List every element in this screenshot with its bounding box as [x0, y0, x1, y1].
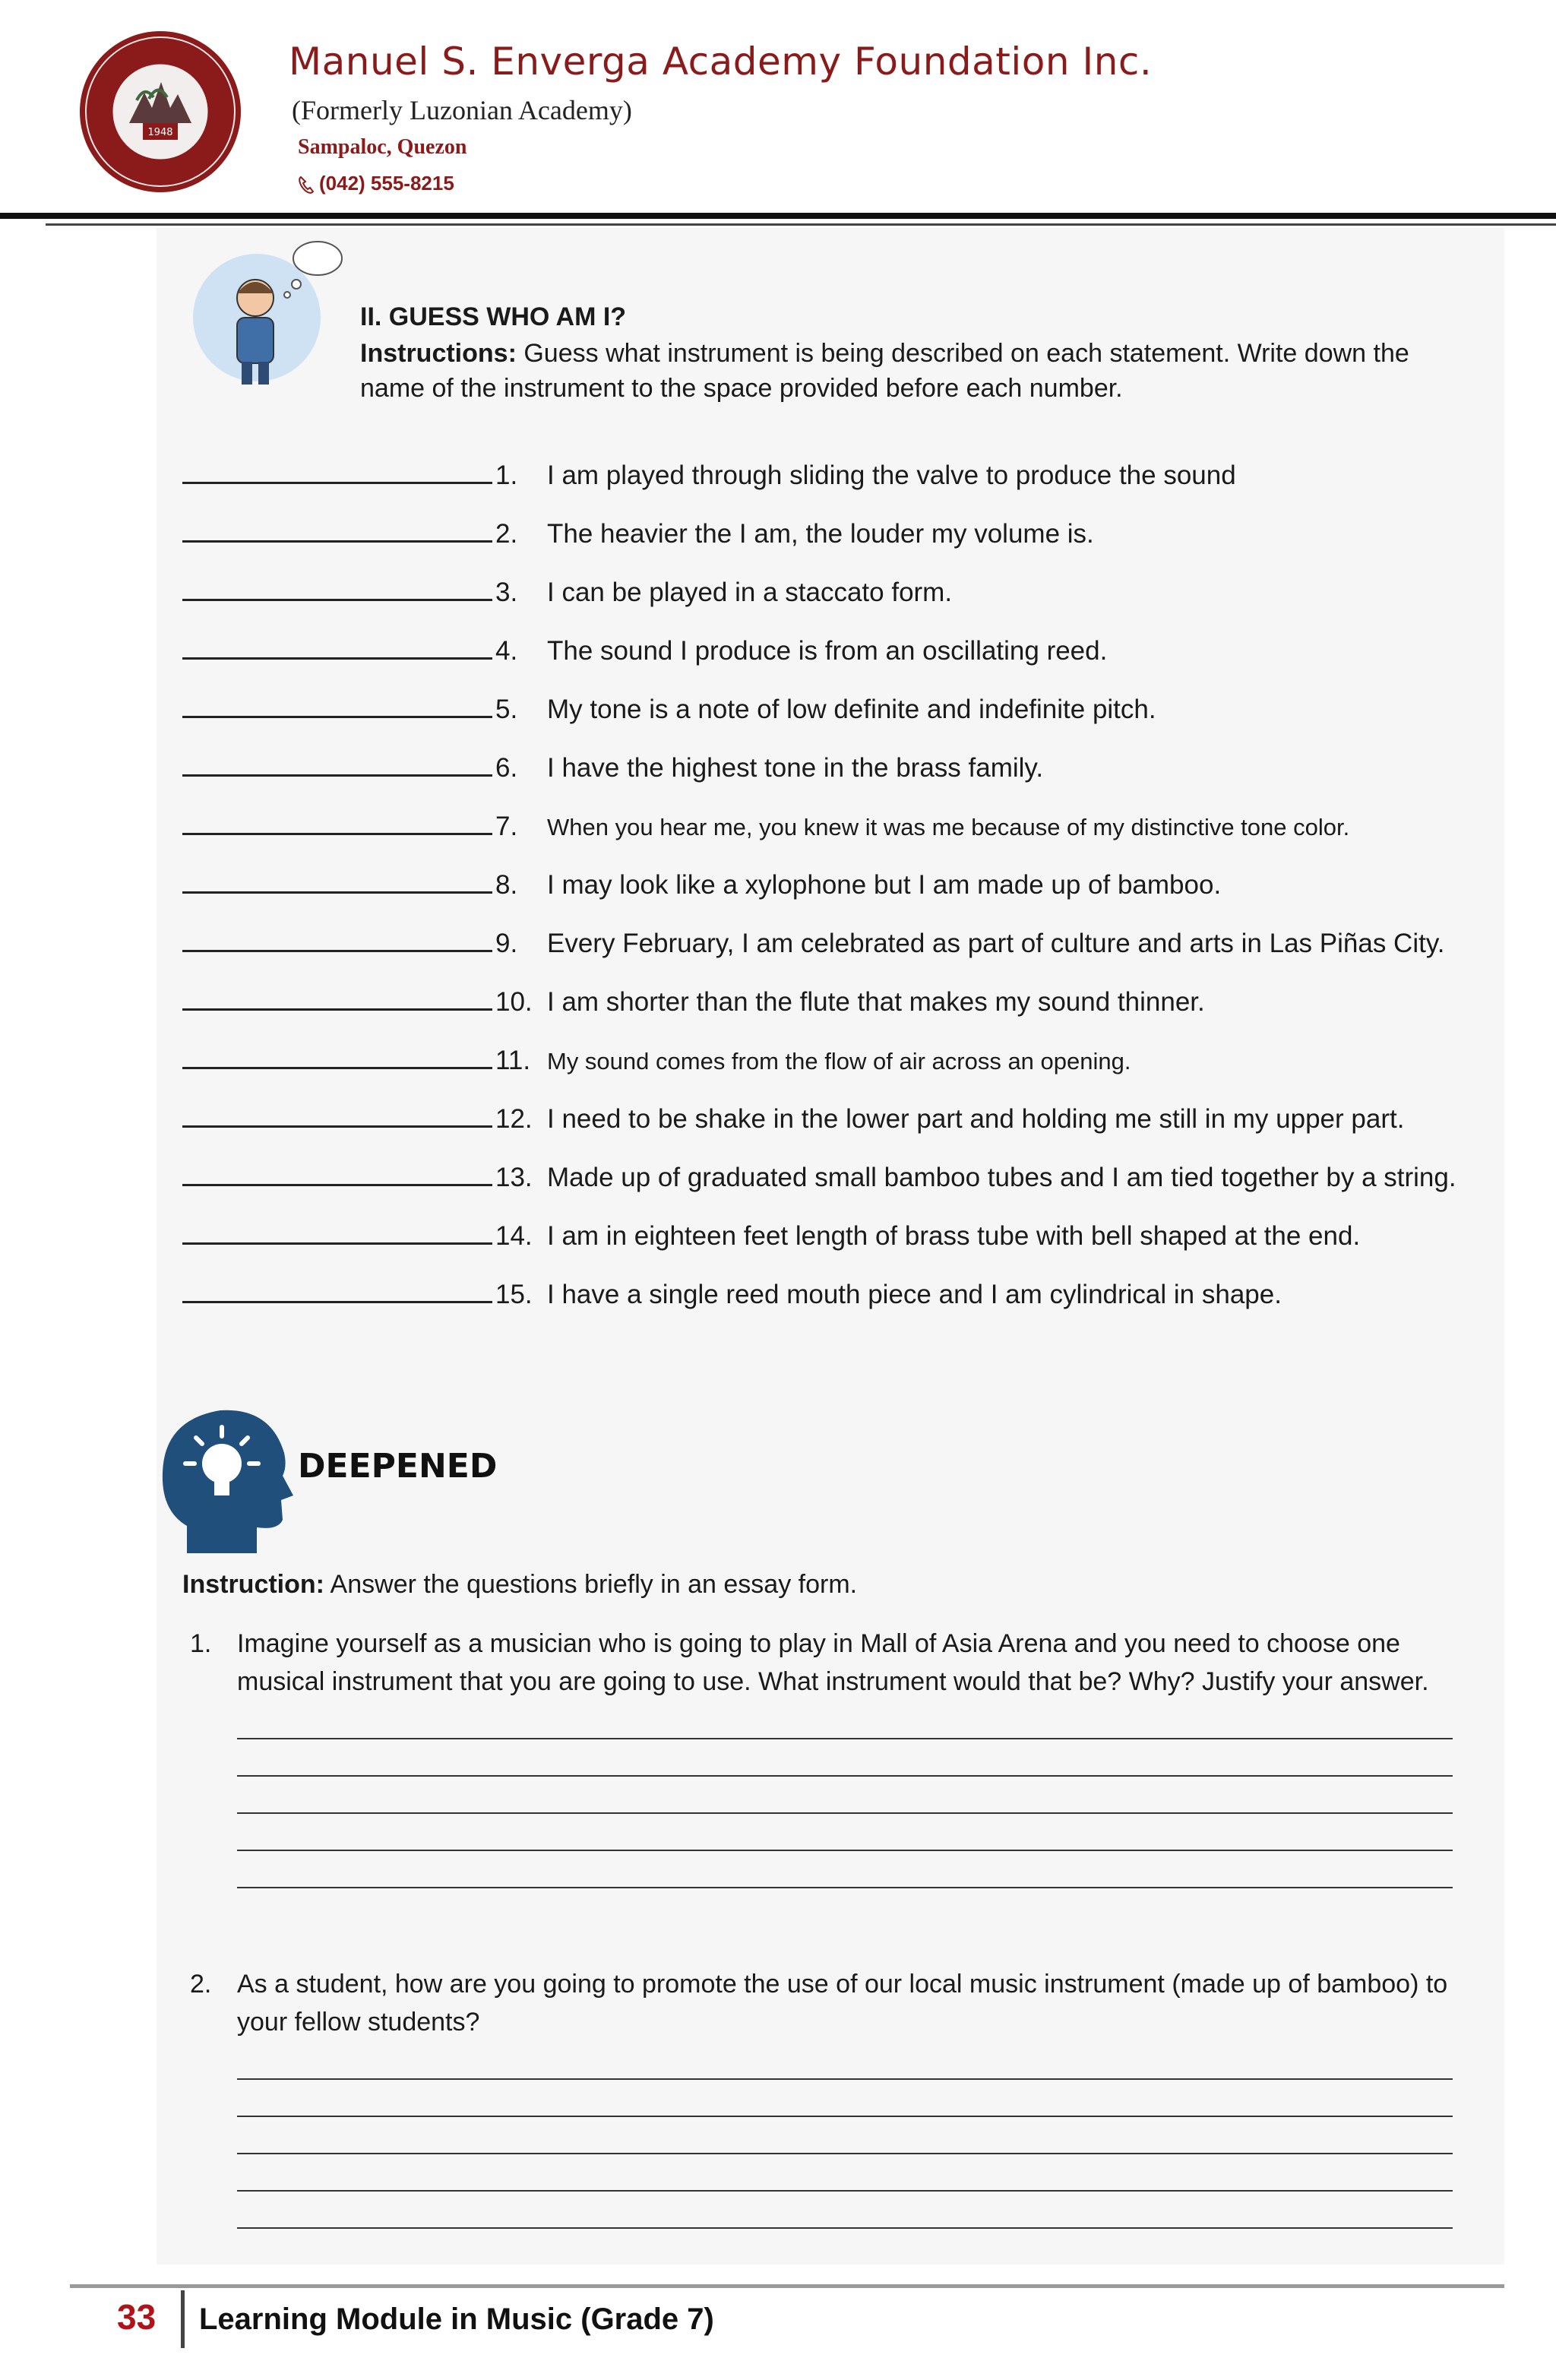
section-instructions: [360, 336, 1462, 406]
school-name: Manuel S. Enverga Academy Foundation Inc.: [289, 40, 1153, 84]
essay-question: [190, 1625, 1482, 1701]
school-address: Sampaloc, Quezon: [298, 135, 467, 159]
item-text: I am played through sliding the valve to produce the sound: [547, 460, 1236, 490]
section-title: II. GUESS WHO AM I?: [360, 302, 627, 331]
item-number: 9.: [495, 929, 518, 958]
answer-blank[interactable]: [182, 1220, 492, 1245]
item-number: 7.: [495, 812, 518, 841]
list-item: [182, 927, 1489, 986]
list-item: [182, 576, 1489, 635]
answer-line[interactable]: [237, 1851, 1453, 1888]
instruction-label: Instruction:: [182, 1570, 324, 1599]
list-item: [182, 517, 1489, 576]
answer-line[interactable]: [237, 1739, 1453, 1777]
answer-lines[interactable]: [237, 2043, 1453, 2229]
answer-blank[interactable]: [182, 810, 492, 835]
item-number: 14.: [495, 1221, 533, 1251]
item-text: I may look like a xylophone but I am made up of bamboo.: [547, 870, 1222, 900]
item-number: 6.: [495, 753, 518, 783]
answer-blank[interactable]: [182, 752, 492, 777]
footer-separator: [181, 2290, 185, 2348]
answer-blank[interactable]: [182, 576, 492, 601]
answer-line[interactable]: [237, 2154, 1453, 2192]
answer-line[interactable]: [237, 2043, 1453, 2080]
list-item: [182, 635, 1489, 693]
svg-text:1948: 1948: [147, 127, 173, 138]
instructions-text: Guess what instrument is being described on each statement. Write down the name of the instrument to the space provided before each number.: [360, 339, 1409, 403]
thinking-person-icon: [190, 228, 349, 403]
item-number: 1.: [495, 460, 518, 490]
list-item: [182, 810, 1489, 869]
header-divider-thin: [46, 223, 1556, 226]
answer-blank[interactable]: [182, 517, 492, 543]
item-number: 8.: [495, 870, 518, 900]
deepened-title: DEEPENED: [298, 1447, 498, 1486]
item-text: My tone is a note of low definite and indefinite pitch.: [547, 695, 1156, 724]
item-number: 4.: [495, 636, 518, 666]
head-lightbulb-icon: [157, 1397, 293, 1561]
footer-title: Learning Module in Music (Grade 7): [199, 2302, 714, 2336]
answer-line[interactable]: [237, 2117, 1453, 2154]
deepened-instruction: [182, 1570, 857, 1600]
answer-blank[interactable]: [182, 986, 492, 1011]
item-text: I am shorter than the flute that makes my sound thinner.: [547, 987, 1205, 1017]
list-item: [182, 1220, 1489, 1278]
question-number: 2.: [190, 1970, 212, 1999]
item-text: The heavier the I am, the louder my volume is.: [547, 519, 1094, 549]
list-item: [182, 693, 1489, 752]
list-item: [182, 1044, 1489, 1103]
item-number: 3.: [495, 578, 518, 607]
item-number: 13.: [495, 1163, 533, 1192]
item-text: The sound I produce is from an oscillating reed.: [547, 636, 1108, 666]
item-text: I can be played in a staccato form.: [547, 578, 953, 607]
answer-blank[interactable]: [182, 1161, 492, 1186]
question-text: As a student, how are you going to promote the use of our local music instrument (made up of bamboo) to your fellow students?: [237, 1970, 1448, 2037]
school-phone: [298, 172, 454, 195]
item-text: When you hear me, you knew it was me because of my distinctive tone color.: [547, 814, 1350, 840]
essay-question: [190, 1965, 1482, 2041]
item-number: 11.: [495, 1046, 531, 1075]
answer-blank[interactable]: [182, 1103, 492, 1128]
list-item: [182, 869, 1489, 927]
answer-line[interactable]: [237, 1702, 1453, 1739]
header-divider: [0, 213, 1556, 219]
item-text: I have a single reed mouth piece and I am cylindrical in shape.: [547, 1280, 1282, 1309]
school-seal-logo: [76, 9, 245, 214]
answer-blank[interactable]: [182, 459, 492, 484]
item-text: I am in eighteen feet length of brass tube with bell shaped at the end.: [547, 1221, 1361, 1251]
list-item: [182, 1103, 1489, 1161]
item-number: 2.: [495, 519, 518, 549]
item-number: 5.: [495, 695, 518, 724]
question-list: [182, 459, 1489, 1337]
answer-blank[interactable]: [182, 927, 492, 952]
list-item: [182, 459, 1489, 517]
question-text: Imagine yourself as a musician who is going to play in Mall of Asia Arena and you need to choose one musical instrument that you are going to use. What instrument would that be? Why? Justify your answer.: [237, 1629, 1429, 1696]
answer-blank[interactable]: [182, 635, 492, 660]
item-text: Made up of graduated small bamboo tubes and I am tied together by a string.: [547, 1163, 1456, 1192]
answer-lines[interactable]: [237, 1702, 1453, 1888]
phone-number: (042) 555-8215: [319, 172, 454, 195]
list-item: [182, 1278, 1489, 1337]
answer-blank[interactable]: [182, 693, 492, 718]
answer-line[interactable]: [237, 1814, 1453, 1851]
answer-blank[interactable]: [182, 869, 492, 894]
item-number: 10.: [495, 987, 533, 1017]
answer-line[interactable]: [237, 2080, 1453, 2117]
school-former-name: (Formerly Luzonian Academy): [292, 95, 632, 125]
instructions-label: Instructions:: [360, 339, 517, 368]
phone-icon: [298, 175, 315, 195]
item-text: I have the highest tone in the brass family.: [547, 753, 1044, 783]
list-item: [182, 752, 1489, 810]
item-text: My sound comes from the flow of air across an opening.: [547, 1048, 1131, 1074]
item-number: 15.: [495, 1280, 533, 1309]
footer-divider: [70, 2284, 1504, 2288]
answer-line[interactable]: [237, 1777, 1453, 1814]
list-item: [182, 986, 1489, 1044]
list-item: [182, 1161, 1489, 1220]
item-text: I need to be shake in the lower part and holding me still in my upper part.: [547, 1104, 1405, 1134]
item-number: 12.: [495, 1104, 533, 1134]
question-number: 1.: [190, 1629, 212, 1658]
instruction-text: Answer the questions briefly in an essay form.: [324, 1570, 858, 1599]
answer-blank[interactable]: [182, 1278, 492, 1303]
item-text: Every February, I am celebrated as part of culture and arts in Las Piñas City.: [547, 929, 1445, 958]
answer-blank[interactable]: [182, 1044, 492, 1069]
page-number: 33: [117, 2297, 157, 2337]
answer-line[interactable]: [237, 2192, 1453, 2229]
